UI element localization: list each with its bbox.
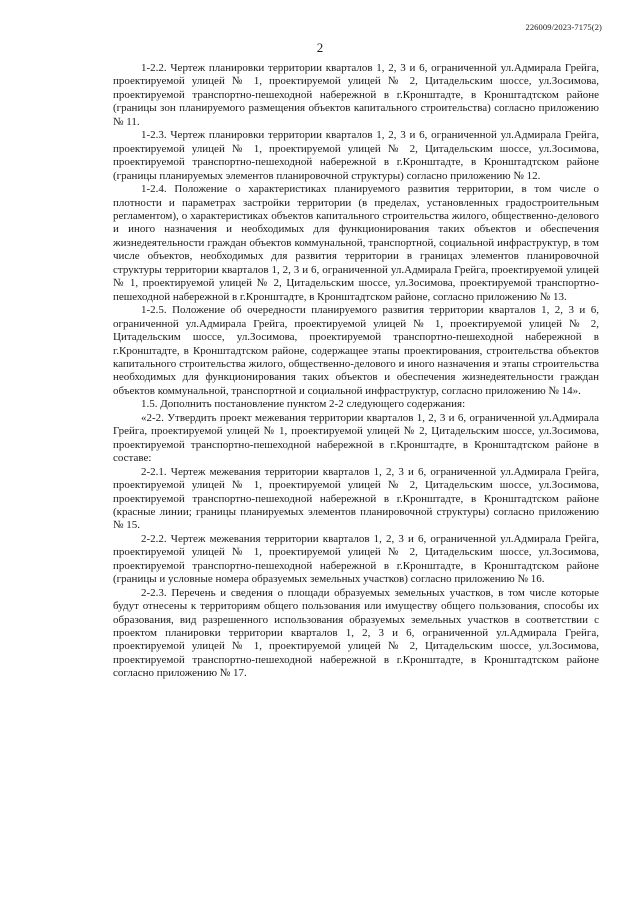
paragraph-2-2-1: 2-2.1. Чертеж межевания территории кварталов 1, 2, 3 и 6, ограниченной ул.Адмирала Грейга, проектируемой улицей № 1, проектируемой улицей № 2, Цитадельским шоссе, ул.Зосимова, проектируемой транспортно-пешеходной набережной в г.Кронштадте, в Кронштадтском районе (красные линии; границы планируемых элементов планировочной структуры) согласно приложению № 15. — [113, 465, 599, 532]
paragraph-2-2-2: 2-2.2. Чертеж межевания территории кварталов 1, 2, 3 и 6, ограниченной ул.Адмирала Грейга, проектируемой улицей № 1, проектируемой улицей № 2, Цитадельским шоссе, ул.Зосимова, проектируемой транспортно-пешеходной набережной в г.Кронштадте, в Кронштадтском районе (границы и условные номера образуемых земельных участков) согласно приложению № 16. — [113, 532, 599, 586]
paragraph-2-2-3: 2-2.3. Перечень и сведения о площади образуемых земельных участков, в том числе которые будут отнесены к территориям общего пользования или имуществу общего пользования, способы их образования, вид разрешенного использования образуемых земельных участков в соответствии с проектом планировки территории кварталов 1, 2, 3 и 6, ограниченной ул.Адмирала Грейга, проектируемой улицей № 1, проектируемой улицей № 2, Цитадельским шоссе, ул.Зосимова, проектируемой транспортно-пешеходной набережной в г.Кронштадте, в Кронштадтском районе согласно приложению № 17. — [113, 586, 599, 680]
paragraph-1-2-4: 1-2.4. Положение о характеристиках планируемого развития территории, в том числе о плотности и параметрах застройки территории (в пределах, установленных градостроительным регламентом), о характеристиках объектов капитального строительства жилого, общественно-делового и иного назначения и необходимых для функционирования таких объектов и обеспечения жизнедеятельности граждан объектов коммунальной, транспортной, социальной инфраструктур, в том числе объектов, необходимых для развития территории в границах элементов планировочной структуры территории кварталов 1, 2, 3 и 6, ограниченной ул.Адмирала Грейга, проектируемой улицей № 1, проектируемой улицей № 2, Цитадельским шоссе, ул.Зосимова, проектируемой транспортно-пешеходной набережной в г.Кронштадте, в Кронштадтском районе, согласно приложению № 13. — [113, 183, 599, 303]
document-registration-number: 226009/2023-7175(2) — [525, 22, 602, 32]
paragraph-1-2-2: 1-2.2. Чертеж планировки территории кварталов 1, 2, 3 и 6, ограниченной ул.Адмирала Грейга, проектируемой улицей № 1, проектируемой улицей № 2, Цитадельским шоссе, ул.Зосимова, проектируемой транспортно-пешеходной набережной в г.Кронштадте, в Кронштадтском районе (границы зон планируемого размещения объектов капитального строительства) согласно приложению № 11. — [113, 62, 599, 128]
page-number: 2 — [316, 40, 324, 55]
paragraph-1-2-3: 1-2.3. Чертеж планировки территории кварталов 1, 2, 3 и 6, ограниченной ул.Адмирала Грейга, проектируемой улицей № 1, проектируемой улицей № 2, Цитадельским шоссе, ул.Зосимова, проектируемой транспортно-пешеходной набережной в г.Кронштадте, в Кронштадтском районе (границы планируемых элементов планировочной структуры) согласно приложению № 12. — [113, 129, 599, 182]
document-body — [113, 62, 599, 681]
paragraph-2-2: «2-2. Утвердить проект межевания территории кварталов 1, 2, 3 и 6, ограниченной ул.Адмирала Грейга, проектируемой улицей № 1, проектируемой улицей № 2, Цитадельским шоссе, ул.Зосимова, проектируемой транспортно-пешеходной набережной в г.Кронштадте, в Кронштадтском районе в составе: — [113, 411, 599, 465]
paragraph-1-2-5: 1-2.5. Положение об очередности планируемого развития территории кварталов 1, 2, 3 и 6, ограниченной ул.Адмирала Грейга, проектируемой улицей № 1, проектируемой улицей № 2, Цитадельским шоссе, ул.Зосимова, проектируемой транспортно-пешеходной набережной в г.Кронштадте, в Кронштадтском районе, содержащее этапы проектирования, строительства объектов капитального строительства жилого, общественно-делового и иного назначения и этапы строительства необходимых для функционирования таких объектов и обеспечения жизнедеятельности граждан объектов коммунальной, транспортной и социальной инфраструктур, согласно приложению № 14». — [113, 304, 599, 397]
paragraph-1-5: 1.5. Дополнить постановление пунктом 2-2 следующего содержания: — [141, 398, 466, 411]
